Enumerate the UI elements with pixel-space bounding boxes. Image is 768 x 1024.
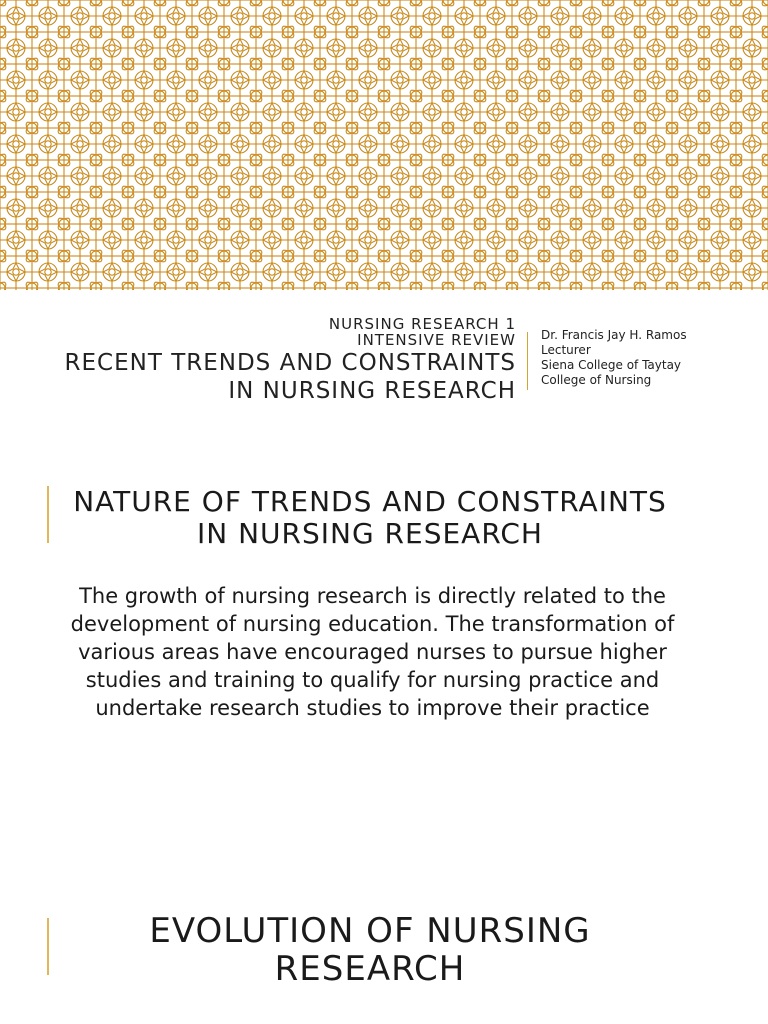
slide-evolution <box>0 880 768 1024</box>
course-name: NURSING RESEARCH 1 <box>328 315 516 333</box>
slide-nature-of-trends <box>0 420 768 830</box>
slide-heading <box>40 912 700 988</box>
title-divider <box>527 332 528 390</box>
slide-body: The growth of nursing research is directly related to the development of nursing education. The transformation of various areas have encouraged nurses to pursue higher studies and training to qualify for nursing practice and undertake research studies to improve their practice <box>70 584 675 720</box>
slide-heading-line2: RESEARCH <box>274 949 466 989</box>
slide-heading <box>40 486 700 550</box>
geometric-pattern-banner <box>0 0 768 290</box>
author-role: Lecturer <box>541 343 591 357</box>
author-block <box>541 328 687 388</box>
author-name: Dr. Francis Jay H. Ramos <box>541 328 687 342</box>
cover-slide <box>0 290 768 420</box>
slide-heading-line2: IN NURSING RESEARCH <box>196 517 543 550</box>
slide-heading-line1: NATURE OF TRENDS AND CONSTRAINTS <box>73 485 667 518</box>
cover-title-block <box>65 316 516 404</box>
institution: Siena College of Taytay <box>541 358 682 372</box>
cover-title-line2: IN NURSING RESEARCH <box>228 378 516 404</box>
slide-heading-line1: EVOLUTION OF NURSING <box>149 911 591 951</box>
geometric-pattern-icon <box>0 0 768 290</box>
cover-title-line1: RECENT TRENDS AND CONSTRAINTS <box>64 350 516 376</box>
review-label: INTENSIVE REVIEW <box>357 331 516 349</box>
department: College of Nursing <box>541 373 652 387</box>
